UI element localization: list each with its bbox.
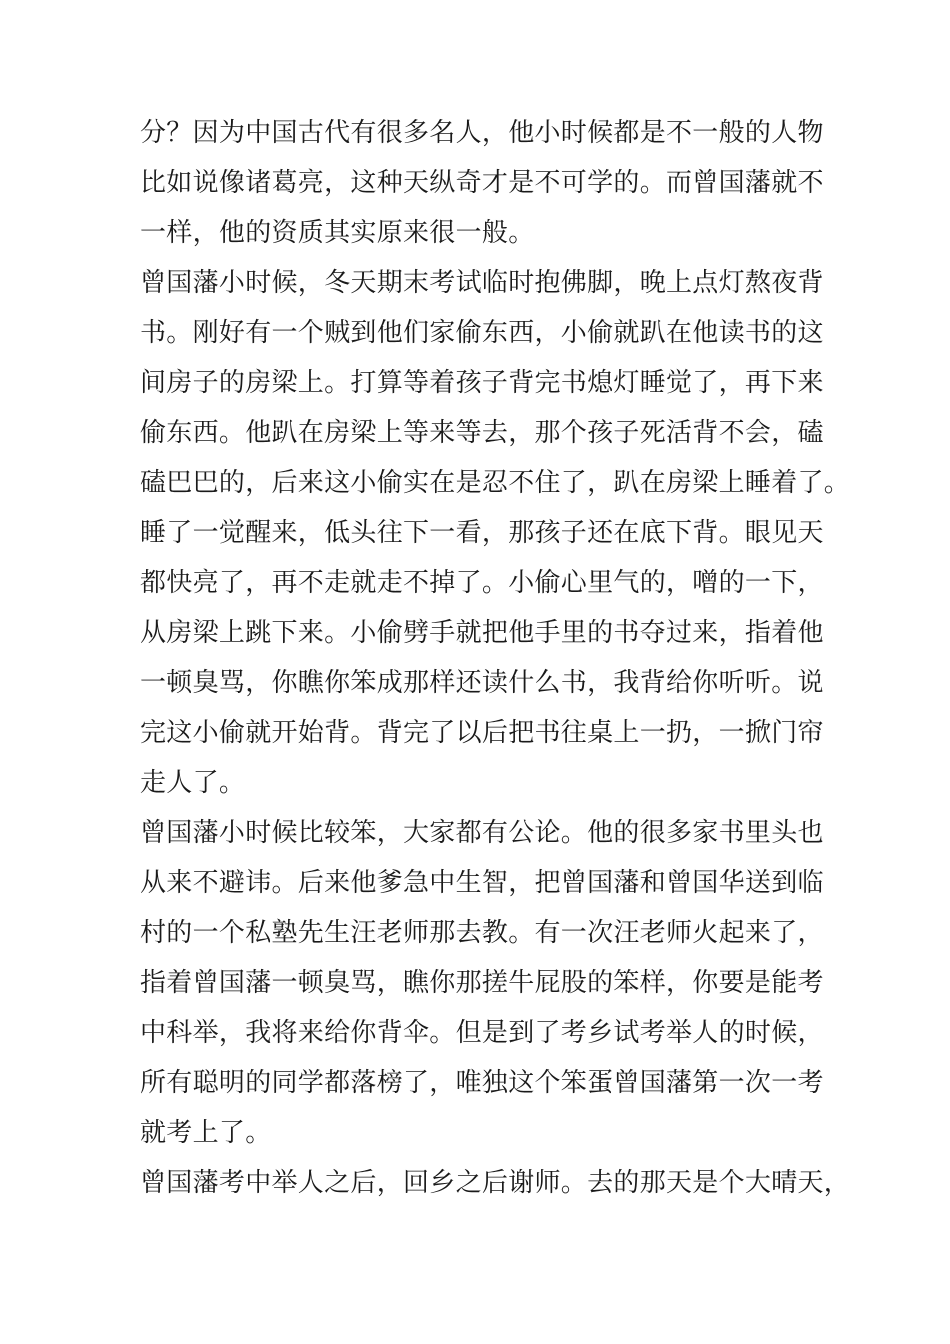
text-line: 曾国藩小时候，冬天期末考试临时抱佛脚，晚上点灯熬夜背 (140, 268, 824, 298)
text-line: 中科举，我将来给你背伞。但是到了考乡试考举人的时候， (140, 1018, 824, 1048)
text-line: 所有聪明的同学都落榜了，唯独这个笨蛋曾国藩第一次一考 (140, 1068, 824, 1098)
text-line: 曾国藩小时候比较笨，大家都有公论。他的很多家书里头也 (140, 818, 824, 848)
text-line: 一顿臭骂，你瞧你笨成那样还读什么书，我背给你听听。说 (140, 668, 824, 698)
text-line: 一样，他的资质其实原来很一般。 (140, 218, 535, 248)
text-line: 偷东西。他趴在房梁上等来等去，那个孩子死活背不会，磕 (140, 418, 824, 448)
text-body (140, 108, 851, 1208)
text-line: 就考上了。 (140, 1118, 272, 1148)
text-line: 书。刚好有一个贼到他们家偷东西，小偷就趴在他读书的这 (140, 318, 824, 348)
text-line: 磕巴巴的，后来这小偷实在是忍不住了，趴在房梁上睡着了。 (140, 468, 851, 498)
text-line: 指着曾国藩一顿臭骂，瞧你那搓牛屁股的笨样，你要是能考 (140, 968, 824, 998)
text-line: 都快亮了，再不走就走不掉了。小偷心里气的，噌的一下， (140, 568, 824, 598)
text-line: 走人了。 (140, 768, 246, 798)
text-line: 从房梁上跳下来。小偷劈手就把他手里的书夺过来，指着他 (140, 618, 824, 648)
text-line: 睡了一觉醒来，低头往下一看，那孩子还在底下背。眼见天 (140, 518, 824, 548)
text-line: 分？因为中国古代有很多名人，他小时候都是不一般的人物 (140, 118, 824, 148)
text-line: 比如说像诸葛亮，这种天纵奇才是不可学的。而曾国藩就不 (140, 168, 824, 198)
text-line: 曾国藩考中举人之后，回乡之后谢师。去的那天是个大晴天， (140, 1168, 851, 1198)
text-line: 村的一个私塾先生汪老师那去教。有一次汪老师火起来了， (140, 918, 824, 948)
text-line: 完这小偷就开始背。背完了以后把书往桌上一扔，一掀门帘 (140, 718, 824, 748)
text-line: 从来不避讳。后来他爹急中生智，把曾国藩和曾国华送到临 (140, 868, 824, 898)
text-line: 间房子的房梁上。打算等着孩子背完书熄灯睡觉了，再下来 (140, 368, 824, 398)
